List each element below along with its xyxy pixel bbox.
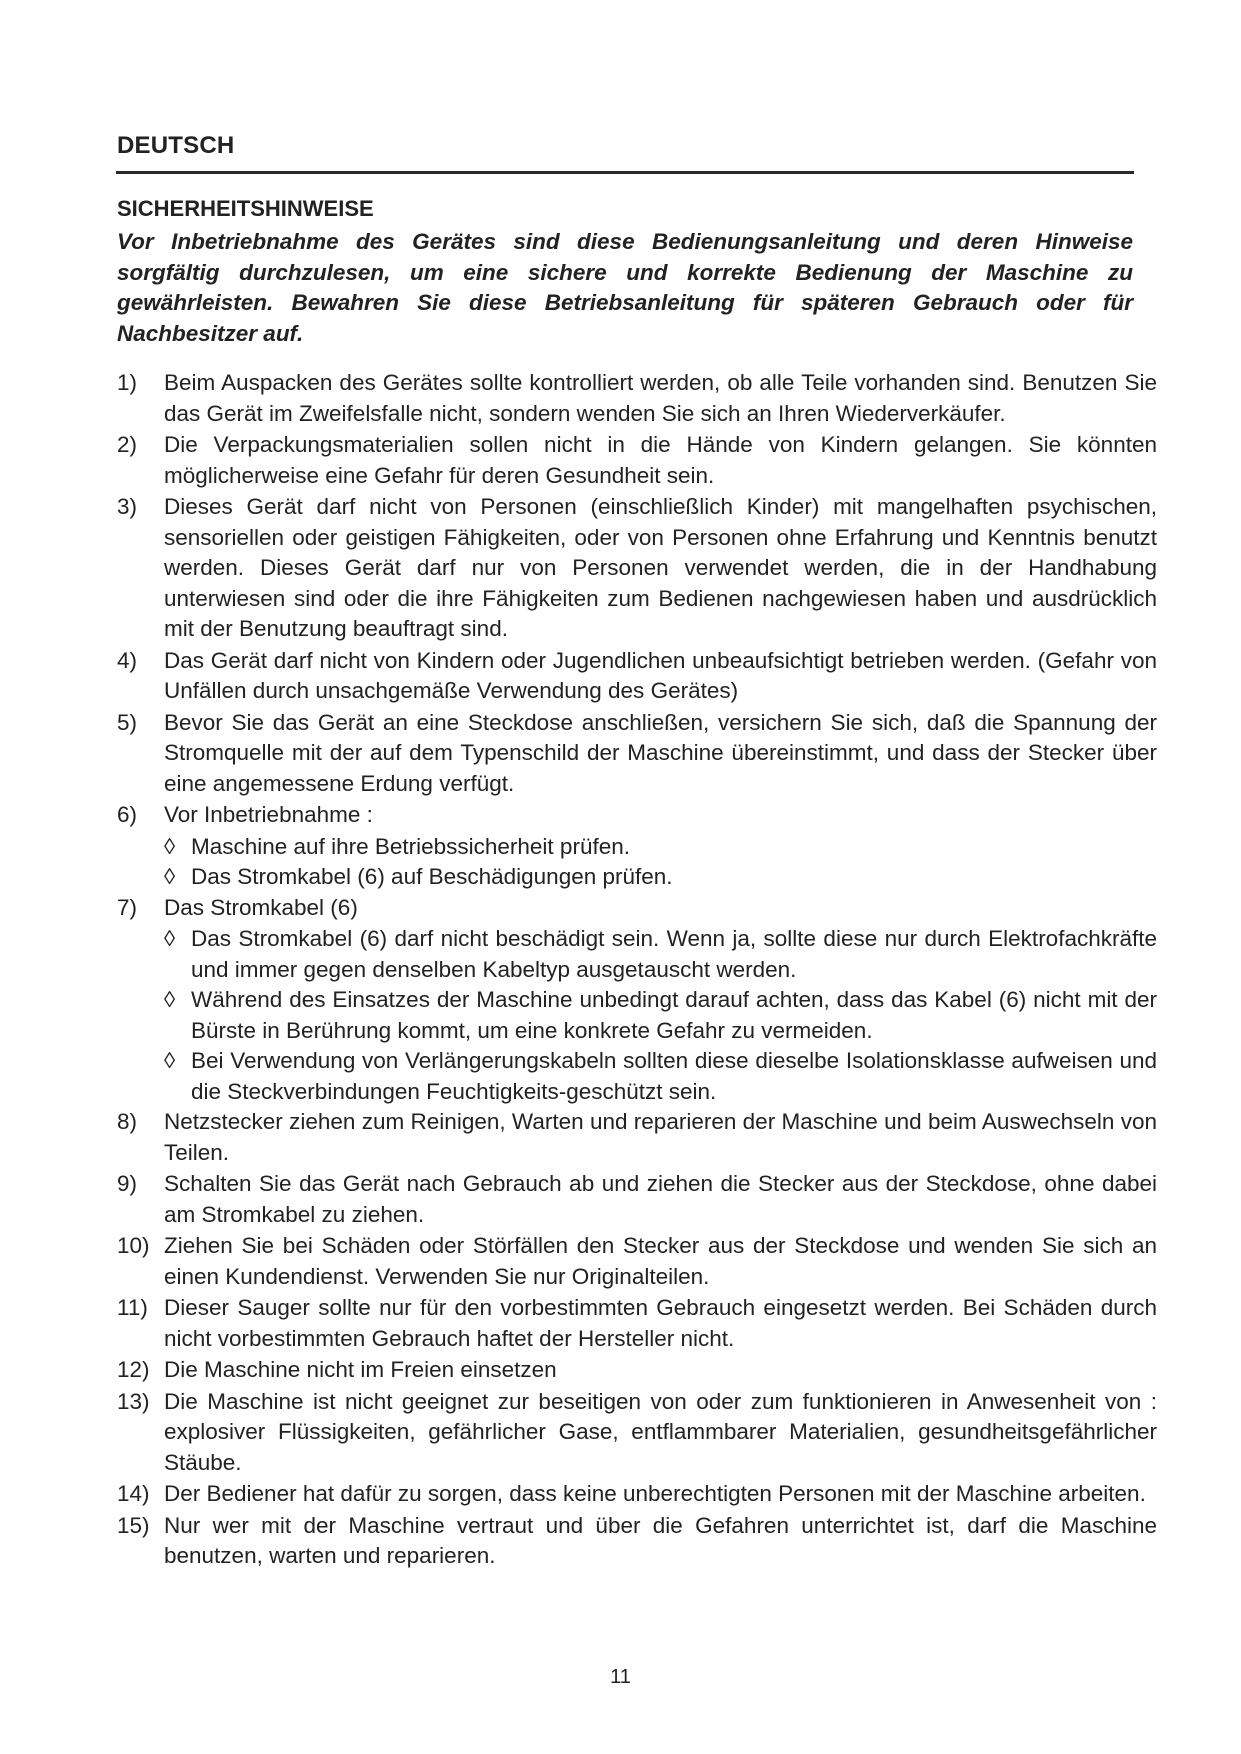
item-number: 3) — [117, 494, 138, 519]
sub-list-item — [117, 832, 1157, 863]
list-item — [117, 1387, 1157, 1479]
sub-item-text: Bei Verwendung von Verlängerungskabeln sollten diese dieselbe Isolationsklasse aufweisen und die Steckverbindungen Feuchtigkeits-geschützt sein. — [191, 1048, 1157, 1104]
item-number: 4) — [117, 647, 138, 673]
sub-list-item — [117, 862, 1157, 893]
item-text: Die Verpackungsmaterialien sollen nicht in die Hände von Kindern gelangen. Sie könnten möglicherweise eine Gefahr für deren Gesundheit sein. — [164, 432, 1157, 488]
list-item — [117, 1511, 1157, 1572]
list-item — [117, 430, 1157, 491]
sub-list-item — [117, 924, 1157, 985]
item-number: 11) — [117, 1295, 148, 1320]
item-text: Bevor Sie das Gerät an eine Steckdose anschließen, versichern Sie sich, daß die Spannung der Stromquelle mit der auf dem Typenschild der Maschine übereinstimmt, und dass der Stecker über eine angemessene Erdung verfügt. — [164, 709, 1157, 796]
item-number: 1) — [117, 370, 138, 395]
item-text: Das Gerät darf nicht von Kindern oder Jugendlichen unbeaufsichtigt betrieben werden. (Gefahr von Unfällen durch unsachgemäße Verwendung des Gerätes) — [164, 647, 1157, 703]
item-text: Die Maschine nicht im Freien einsetzen — [164, 1357, 557, 1382]
list-item — [117, 646, 1157, 707]
sub-item-text: Während des Einsatzes der Maschine unbedingt darauf achten, dass das Kabel (6) nicht mit der Bürste in Berührung kommt, um eine konkrete Gefahr zu vermeiden. — [191, 987, 1157, 1043]
safety-instructions-list — [117, 368, 1157, 1573]
diamond-bullet-icon: ◊ — [164, 864, 176, 889]
item-text: Die Maschine ist nicht geeignet zur beseitigen von oder zum funktionieren in Anwesenheit von : explosiver Flüssigkeiten, gefährlicher Gase, entflammbarer Materialien, gesundheitsgefährlicher Stäube. — [164, 1388, 1157, 1475]
item-text: Dieses Gerät darf nicht von Personen (einschließlich Kinder) mit mangelhaften psychischen, sensoriellen oder geistigen Fähigkeiten, oder von Personen ohne Erfahrung und Kenntnis benutzt werden. Dieses Gerät darf nur von Personen verwendet werden, die in der Handhabung unterwiesen sind oder die ihre Fähigkeiten zum Bedienen nachgewiesen haben und ausdrücklich mit der Benutzung beauftragt sind. — [164, 494, 1157, 641]
list-item — [117, 1169, 1157, 1230]
intro-paragraph: Vor Inbetriebnahme des Gerätes sind diese Bedienungsanleitung und deren Hinweise sorgfältig durchzulesen, um eine sichere und korrekte Bedienung der Maschine zu gewährleisten. Bewahren Sie diese Betriebsanleitung für späteren Gebrauch oder für Nachbesitzer auf. — [117, 229, 1133, 346]
item-text: Dieser Sauger sollte nur für den vorbestimmten Gebrauch eingesetzt werden. Bei Schäden durch nicht vorbestimmten Gebrauch haftet der Hersteller nicht. — [164, 1295, 1157, 1351]
item-number: 10) — [117, 1233, 150, 1258]
item-text: Der Bediener hat dafür zu sorgen, dass keine unberechtigten Personen mit der Maschine arbeiten. — [164, 1481, 1146, 1506]
item-text: Nur wer mit der Maschine vertraut und über die Gefahren unterrichtet ist, darf die Maschine benutzen, warten und reparieren. — [164, 1512, 1157, 1568]
page-number: 11 — [610, 1666, 631, 1688]
list-item — [117, 800, 1157, 831]
item-number: 8) — [117, 1109, 138, 1134]
item-text: Das Stromkabel (6) — [164, 894, 358, 920]
diamond-bullet-icon: ◊ — [164, 833, 176, 859]
sub-item-text: Maschine auf ihre Betriebssicherheit prüfen. — [191, 833, 630, 859]
item-text: Ziehen Sie bei Schäden oder Störfällen den Stecker aus der Steckdose und wenden Sie sich an einen Kundendienst. Verwenden Sie nur Originalteilen. — [164, 1233, 1157, 1289]
item-number: 15) — [117, 1512, 150, 1538]
diamond-bullet-icon: ◊ — [164, 987, 176, 1012]
item-number: 13) — [117, 1388, 150, 1414]
item-text: Vor Inbetriebnahme : — [164, 802, 373, 827]
item-text: Beim Auspacken des Gerätes sollte kontrolliert werden, ob alle Teile vorhanden sind. Benutzen Sie das Gerät im Zweifelsfalle nicht, sondern wenden Sie sich an Ihren Wiederverkäufer. — [164, 370, 1157, 426]
item-text: Schalten Sie das Gerät nach Gebrauch ab und ziehen die Stecker aus der Steckdose, ohne dabei am Stromkabel zu ziehen. — [164, 1171, 1157, 1227]
sub-list-item — [117, 985, 1157, 1046]
item-number: 12) — [117, 1357, 150, 1382]
language-heading: DEUTSCH — [117, 132, 235, 159]
item-number: 9) — [117, 1171, 138, 1196]
list-item — [117, 1231, 1157, 1292]
item-number: 14) — [117, 1481, 150, 1506]
heading-divider — [116, 171, 1134, 174]
list-item — [117, 708, 1157, 800]
sub-item-text: Das Stromkabel (6) darf nicht beschädigt sein. Wenn ja, sollte diese nur durch Elektrofachkräfte und immer gegen denselben Kabeltyp ausgetauscht werden. — [191, 926, 1157, 982]
list-item — [117, 893, 1157, 924]
diamond-bullet-icon: ◊ — [164, 926, 176, 951]
item-number: 7) — [117, 894, 138, 920]
list-item — [117, 1355, 1157, 1386]
item-number: 6) — [117, 802, 138, 827]
sub-list-item — [117, 1046, 1157, 1107]
diamond-bullet-icon: ◊ — [164, 1048, 176, 1073]
item-number: 2) — [117, 432, 138, 457]
list-item — [117, 1293, 1157, 1354]
list-item — [117, 368, 1157, 429]
sub-item-text: Das Stromkabel (6) auf Beschädigungen prüfen. — [191, 864, 673, 889]
item-number: 5) — [117, 709, 138, 735]
list-item — [117, 1479, 1157, 1510]
list-item — [117, 1107, 1157, 1168]
item-text: Netzstecker ziehen zum Reinigen, Warten und reparieren der Maschine und beim Auswechseln von Teilen. — [164, 1109, 1157, 1165]
list-item — [117, 492, 1157, 645]
section-title: SICHERHEITSHINWEISE — [117, 196, 374, 221]
